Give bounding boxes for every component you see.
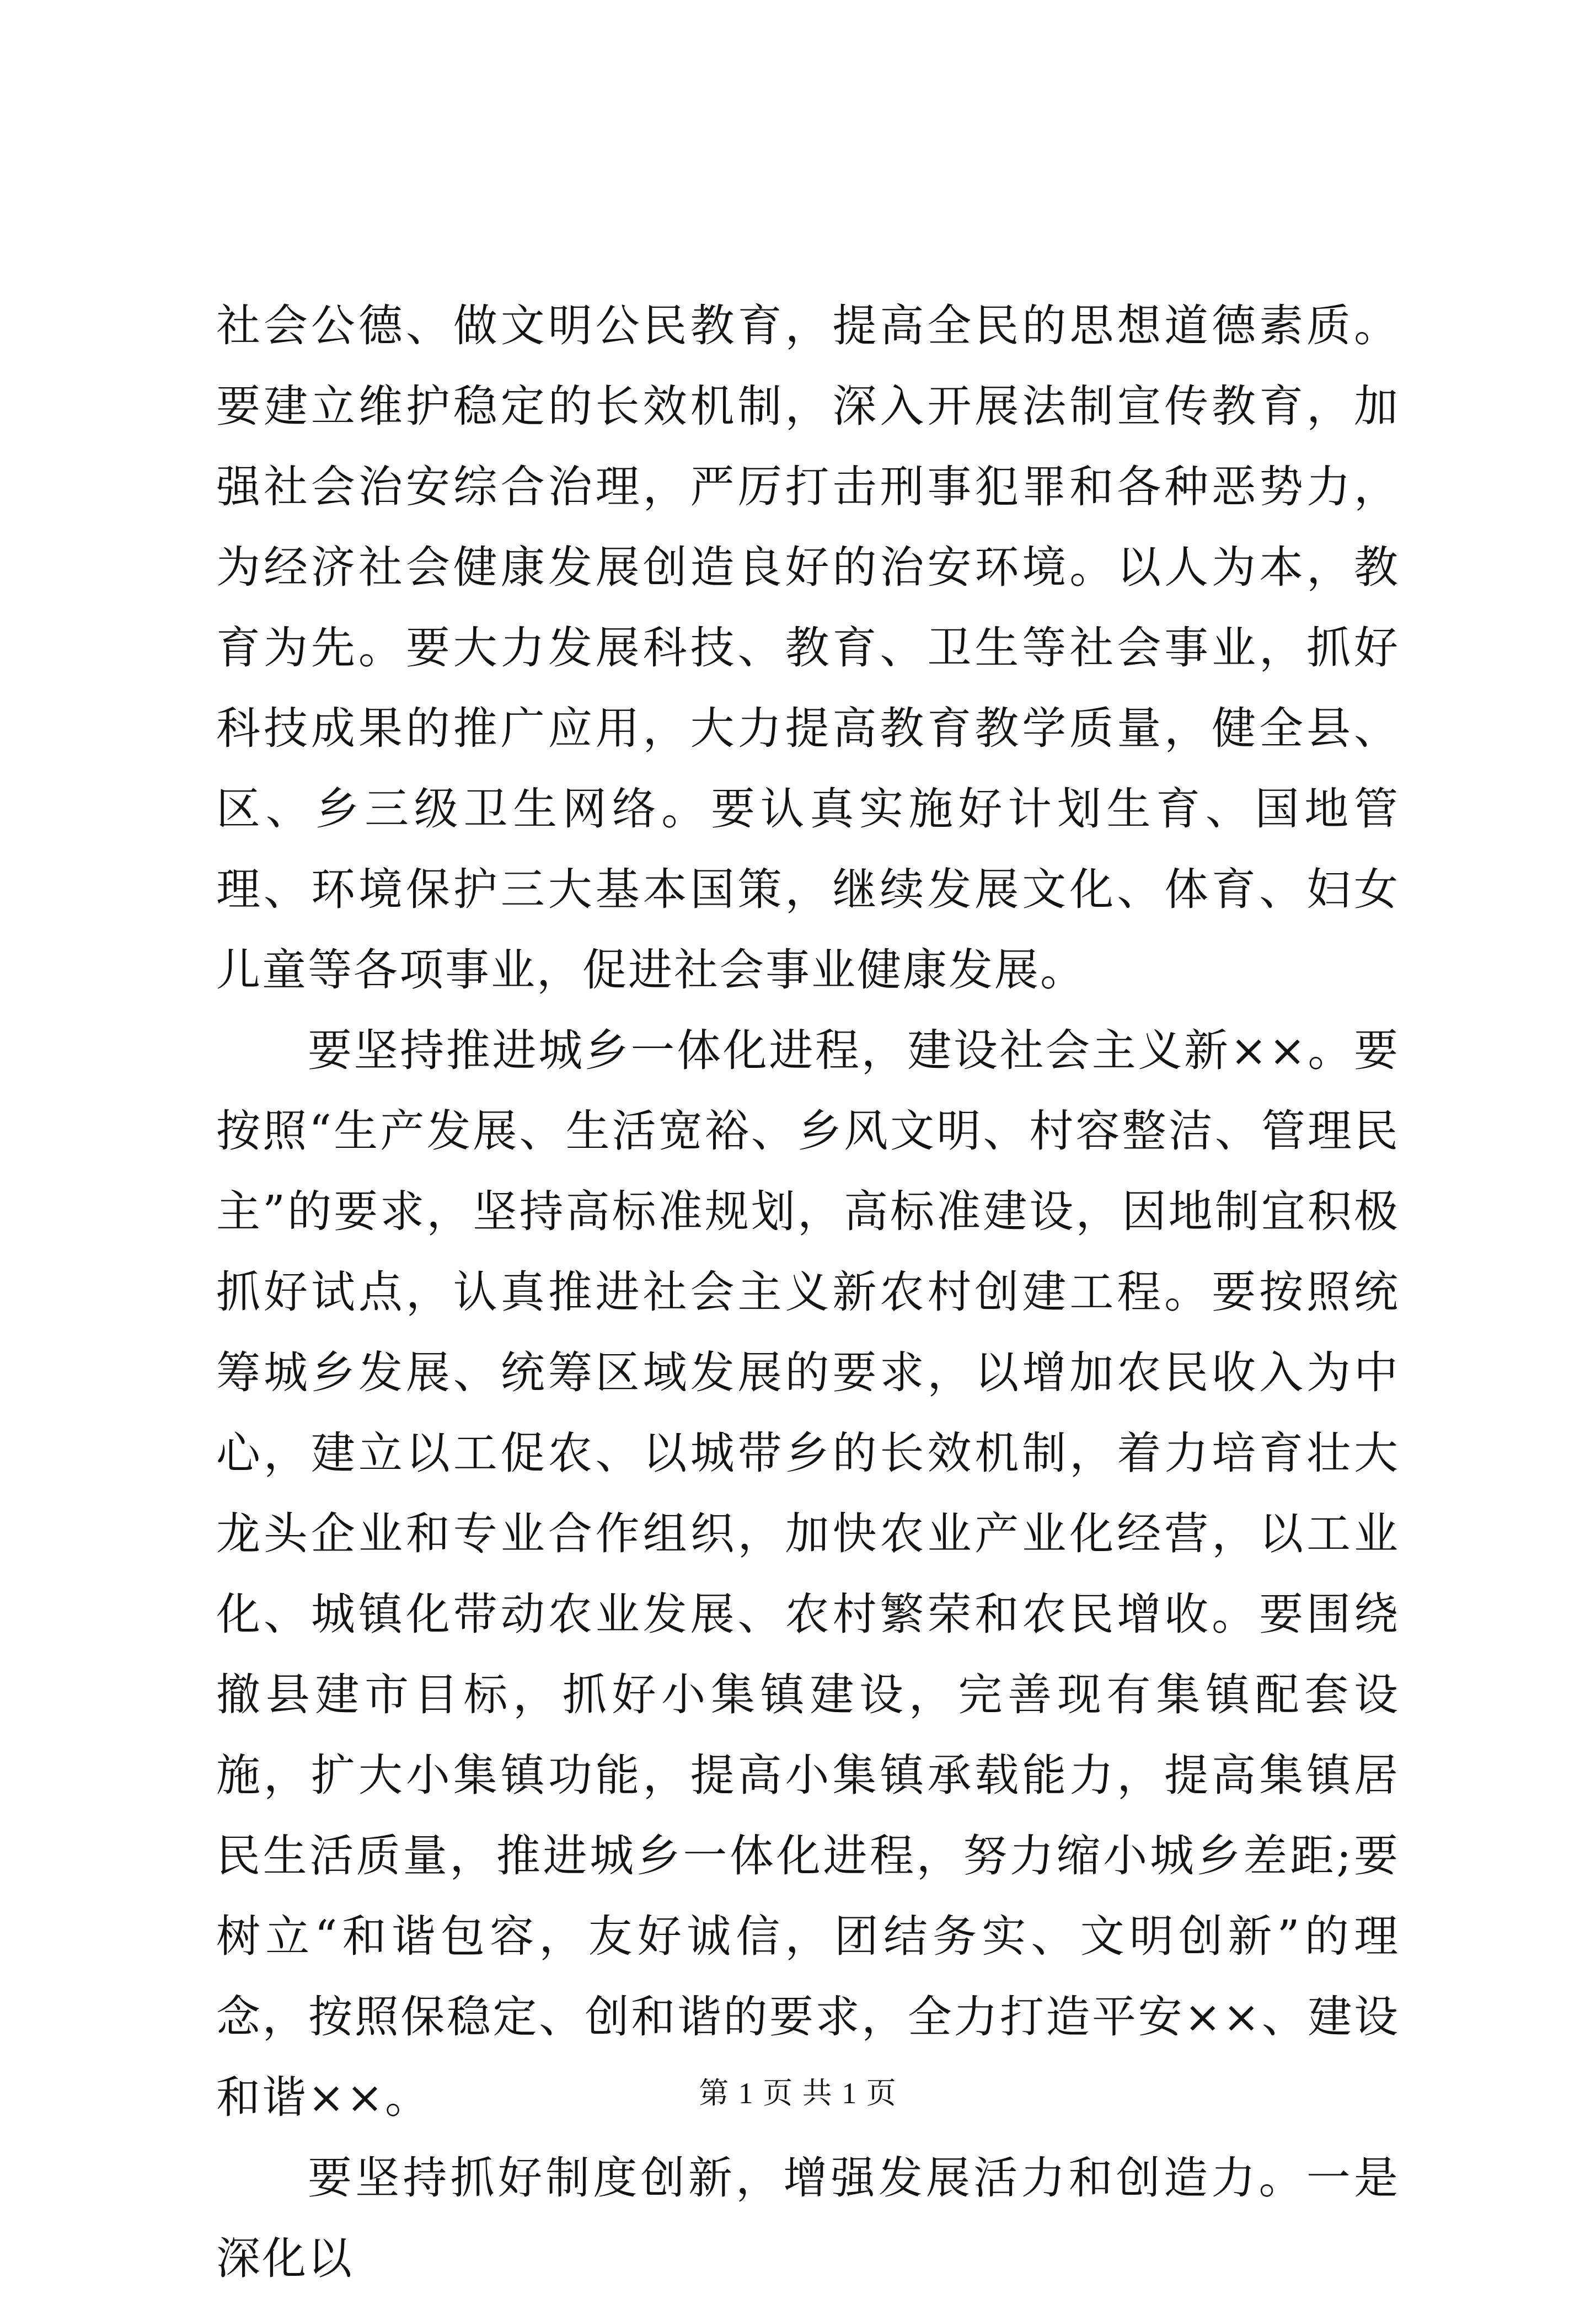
page-footer: 第 1 页 共 1 页	[699, 2077, 897, 2110]
paragraph-2: 要坚持推进城乡一体化进程，建设社会主义新××。要按照“生产发展、生活宽裕、乡风文明、村容整洁、管理民主”的要求，坚持高标准规划，高标准建设，因地制宜积极抓好试点，认真推进社会主义新农村创建工程。要按照统筹城乡发展、统筹区域发展的要求，以增加农民收入为中心，建立以工促农、以城带乡的长效机制，着力培育壮大龙头企业和专业合作组织，加快农业产业化经营，以工业化、城镇化带动农业发展、农村繁荣和农民增收。要围绕撤县建市目标，抓好小集镇建设，完善现有集镇配套设施，扩大小集镇功能，提高小集镇承载能力，提高集镇居民生活质量，推进城乡一体化进程，努力缩小城乡差距;要树立“和谐包容，友好诚信，团结务实、文明创新”的理念，按照保稳定、创和谐的要求，全力打造平安××、建设和谐××。	[216, 1025, 1400, 2123]
document-body	[216, 286, 1400, 2299]
paragraph-1: 社会公德、做文明公民教育，提高全民的思想道德素质。要建立维护稳定的长效机制，深入开展法制宣传教育，加强社会治安综合治理，严厉打击刑事犯罪和各种恶势力，为经济社会健康发展创造良好的治安环境。以人为本，教育为先。要大力发展科技、教育、卫生等社会事业，抓好科技成果的推广应用，大力提高教育教学质量，健全县、区、乡三级卫生网络。要认真实施好计划生育、国地管理、环境保护三大基本国策，继续发展文化、体育、妇女儿童等各项事业，促进社会事业健康发展。	[216, 300, 1400, 996]
paragraph-3: 要坚持抓好制度创新，增强发展活力和创造力。一是深化以	[216, 2152, 1400, 2284]
